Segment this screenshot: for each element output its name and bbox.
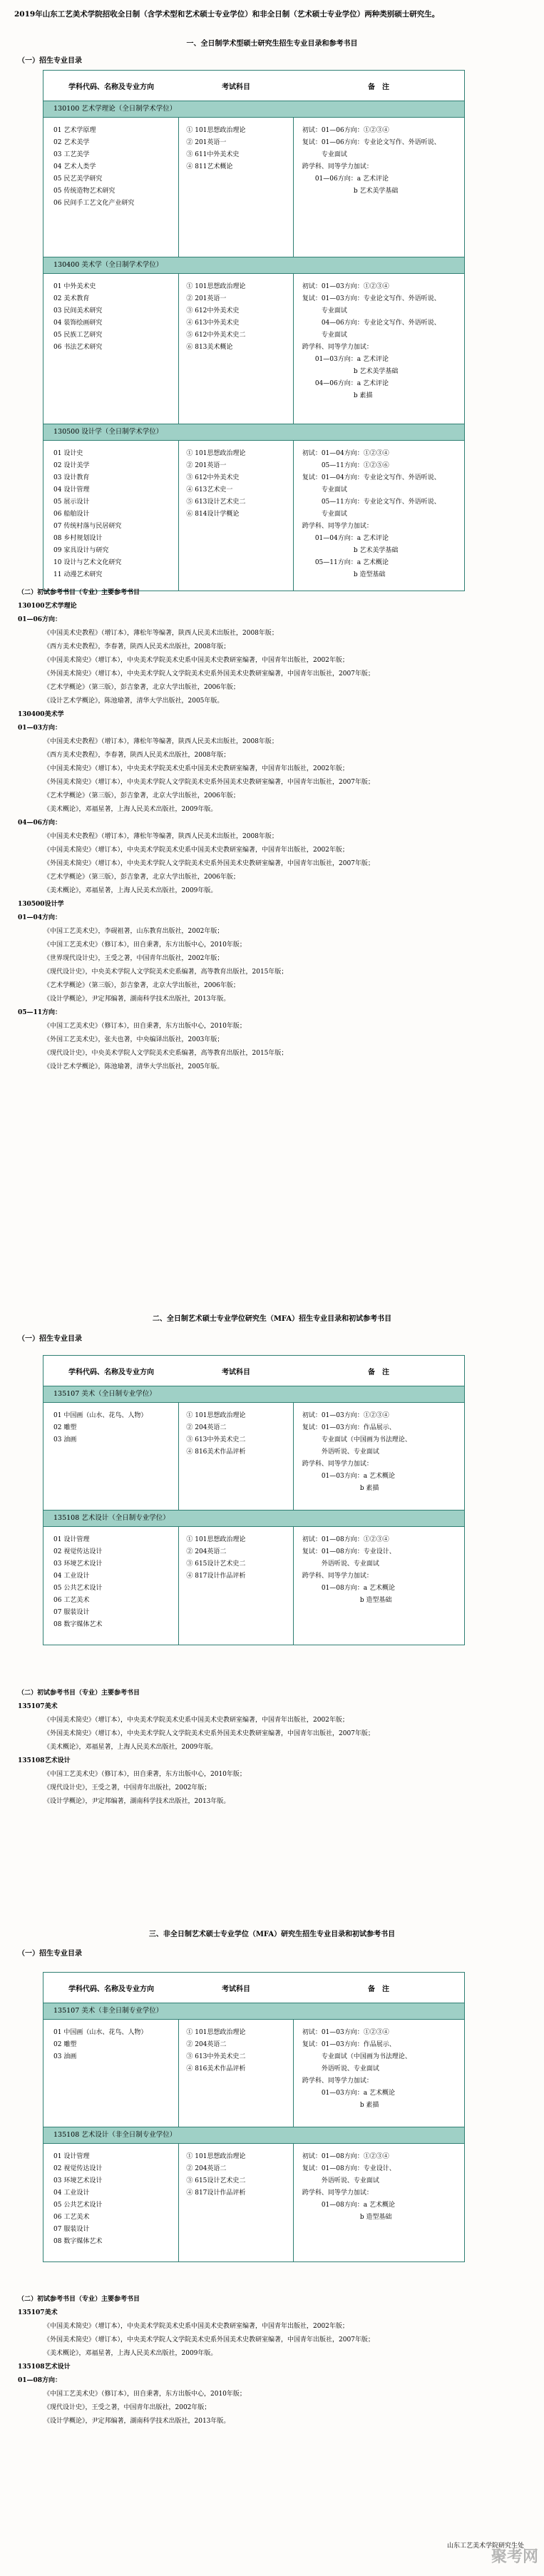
- program-body: [43, 1403, 464, 1510]
- section-2-bibliography: [18, 1687, 524, 1809]
- subject-item: ⑤ 612中外美术史二: [186, 332, 246, 339]
- direction-item: 11 动漫艺术研究: [53, 571, 103, 578]
- direction-item: 05 展示设计: [53, 499, 90, 506]
- reference-item: 《设计学概论》，尹定邦编著，湖南科学技术出版社，2013年版。: [43, 2418, 230, 2425]
- note-line: 外语听说、专业面试: [302, 2065, 379, 2072]
- section-2-title: 二、全日制艺术硕士专业学位研究生（MFA）招生专业目录和初试参考书目: [152, 1315, 392, 1323]
- subject-item: ② 201英语一: [186, 462, 227, 469]
- note-line: b 艺术美学基础: [302, 368, 399, 375]
- direction-item: 02 雕塑: [53, 1424, 77, 1431]
- note-line: 05—11方向：专业论文写作、外语听说、: [302, 499, 441, 506]
- direction-list: [43, 1403, 179, 1510]
- subject-list: [179, 2144, 293, 2261]
- note-line: 跨学科、同等学力加试：: [302, 1461, 373, 1468]
- note-line: 专业面试: [302, 486, 347, 494]
- direction-item: 01 艺术学原理: [53, 127, 96, 134]
- subject-list: [179, 118, 293, 257]
- note-line: 01—08方向：a 艺术概论: [302, 2202, 395, 2209]
- reference-item: 《中国美术史教程》（增订本），薄松年等编著，陕西人民美术出版社，2008年版；: [43, 833, 278, 840]
- reference-item: 《美术概论》，邓福星著，上海人民美术出版社，2009年版。: [43, 1744, 217, 1751]
- direction-item: 06 民间手工艺文化产业研究: [53, 200, 135, 207]
- reference-item: 《艺术学概论》（第三版），彭吉象著，北京大学出版社，2006年版；: [43, 982, 240, 989]
- direction-item: 06 工艺美术: [53, 2214, 90, 2221]
- subject-item: ① 101思想政治理论: [186, 1536, 246, 1543]
- bibliography-subject: 130500设计学: [18, 901, 64, 908]
- table-header-cell: 考试科目: [222, 1985, 250, 1993]
- direction-item: 06 工艺美术: [53, 1597, 90, 1604]
- direction-item: 04 艺术人类学: [53, 163, 96, 170]
- direction-item: 03 环境艺术设计: [53, 1560, 103, 1568]
- reference-item: 《中国工艺美术史》（修订本），田自秉著，东方出版中心，2010年版；: [43, 941, 246, 949]
- note-line: 外语听说、专业面试: [302, 1448, 379, 1456]
- direction-item: 06 书法艺术研究: [53, 344, 103, 351]
- note-line: 05—11方向：①②⑤⑥: [302, 462, 389, 469]
- note-line: 05—11方向：a 艺术概论: [302, 559, 389, 566]
- subject-item: ③ 612中外美术史: [186, 307, 240, 315]
- reference-item: 《中国美术简史》（增订本），中央美术学院美术史系中国美术史教研室编著，中国青年出版社，2002年版；: [43, 765, 349, 772]
- program-group: [43, 257, 464, 424]
- direction-list: [43, 118, 179, 257]
- table-header: [43, 71, 464, 101]
- subject-item: ④ 817设计作品评析: [186, 1573, 246, 1580]
- reference-item: 《设计艺术学概论》，陈池瑜著，清华大学出版社，2005年版。: [43, 697, 224, 705]
- bibliography-direction: 05—11方向：: [18, 1009, 62, 1016]
- table-header-cell: 考试科目: [222, 1368, 250, 1376]
- program-group: [43, 1511, 464, 1645]
- subject-item: ② 204英语二: [186, 2041, 227, 2048]
- reference-item: 《外国美术简史》（增订本），中央美术学院人文学院美术史系外国美术史教研室编著，中国青年出版社，2007年版；: [43, 670, 374, 678]
- subject-item: ① 101思想政治理论: [186, 2153, 246, 2160]
- subject-item: ① 101思想政治理论: [186, 2029, 246, 2036]
- subject-item: ④ 817设计作品评析: [186, 2189, 246, 2197]
- program-group: [43, 2127, 464, 2261]
- subject-list: [179, 274, 293, 424]
- note-line: b 素描: [302, 392, 373, 399]
- direction-item: 10 设计与艺术文化研究: [53, 559, 122, 566]
- direction-item: 04 工业设计: [53, 1573, 90, 1580]
- direction-item: 03 民间美术研究: [53, 307, 103, 315]
- note-line: 初试：01—04方向：①②③④: [302, 450, 389, 457]
- subject-item: ③ 611中外美术史: [186, 151, 240, 158]
- subject-item: ⑥ 814设计学概论: [186, 511, 240, 518]
- direction-item: 02 雕塑: [53, 2041, 77, 2048]
- note-line: 跨学科、同等学力加试：: [302, 163, 373, 170]
- subject-item: ⑤ 613设计艺术史二: [186, 499, 246, 506]
- notes-list: [294, 2144, 464, 2261]
- program-title: 135108 艺术设计（非全日制专业学位）: [43, 2127, 464, 2144]
- watermark: 聚考网: [491, 2548, 538, 2566]
- direction-item: 01 中国画（山水、花鸟、人物）: [53, 2029, 148, 2036]
- note-line: 复试：01—04方向：专业论文写作、外语听说、: [302, 474, 441, 481]
- reference-item: 《中国美术史教程》（增订本），薄松年等编著，陕西人民美术出版社，2008年版；: [43, 738, 278, 745]
- direction-item: 03 油画: [53, 1436, 77, 1443]
- subject-item: ② 204英语二: [186, 1424, 227, 1431]
- program-title: 130400 美术学（全日制学术学位）: [43, 257, 464, 274]
- bibliography-title: （二）初试参考书目（专业）主要参考书目: [18, 589, 140, 596]
- reference-item: 《外国美术简史》（增订本），中央美术学院人文学院美术史系外国美术史教研室编著，中国青年出版社，2007年版；: [43, 860, 374, 867]
- direction-item: 02 视觉传达设计: [53, 2165, 103, 2172]
- direction-item: 04 工业设计: [53, 2189, 90, 2197]
- table-header: [43, 1973, 464, 2003]
- note-line: 跨学科、同等学力加试：: [302, 1573, 373, 1580]
- direction-item: 05 民艺美学研究: [53, 175, 103, 183]
- section-3-table: [43, 1972, 465, 2262]
- direction-item: 07 服装设计: [53, 1609, 90, 1616]
- bibliography-direction: 01—03方向：: [18, 725, 62, 732]
- reference-item: 《现代设计史》，中央美术学院人文学院美术史系编著，高等教育出版社，2015年版；: [43, 968, 288, 976]
- note-line: 04—06方向：专业论文写作、外语听说、: [302, 320, 441, 327]
- note-line: b 素描: [302, 1485, 379, 1492]
- direction-item: 08 数字媒体艺术: [53, 2238, 103, 2245]
- note-line: 复试：01—03方向：专业论文写作、外语听说、: [302, 295, 441, 302]
- subject-item: ④ 613中外美术史: [186, 320, 240, 327]
- note-line: 外语听说、专业面试: [302, 2177, 379, 2184]
- program-group: [43, 424, 464, 591]
- direction-item: 05 民族工艺研究: [53, 332, 103, 339]
- subject-item: ① 101思想政治理论: [186, 1412, 246, 1419]
- direction-item: 04 装饰绘画研究: [53, 320, 103, 327]
- note-line: 01—06方向：a 艺术评论: [302, 175, 389, 183]
- reference-item: 《设计学概论》，尹定邦编著，湖南科学技术出版社，2013年版。: [43, 1798, 230, 1805]
- note-line: 跨学科、同等学力加试：: [302, 344, 373, 351]
- section-1-bibliography: [18, 586, 524, 1074]
- section-3-title: 三、非全日制艺术硕士专业学位（MFA）研究生招生专业目录和初试参考书目: [148, 1931, 396, 1938]
- reference-item: 《中国美术简史》（增订本），中央美术学院美术史系中国美术史教研室编著，中国青年出版社，2002年版；: [43, 847, 349, 854]
- subject-item: ③ 615设计艺术史二: [186, 2177, 246, 2184]
- notes-list: [294, 2020, 464, 2127]
- table-header-cell: 学科代码、名称及专业方向: [68, 83, 154, 91]
- subject-item: ① 101思想政治理论: [186, 450, 246, 457]
- direction-list: [43, 1527, 179, 1645]
- note-line: 专业面试: [302, 151, 347, 158]
- reference-item: 《现代设计史》，中央美术学院人文学院美术史系编著，高等教育出版社，2015年版；: [43, 1050, 288, 1057]
- reference-item: 《艺术学概论》（第三版），彭吉象著，北京大学出版社，2006年版；: [43, 874, 240, 881]
- direction-item: 08 数字媒体艺术: [53, 1621, 103, 1628]
- table-header-cell: 学科代码、名称及专业方向: [68, 1368, 154, 1376]
- intro-text: 2019年山东工艺美术学院招收全日制（含学术型和艺术硕士专业学位）和非全日制（艺术硕士专业学位）两种类别硕士研究生。: [14, 10, 440, 19]
- direction-item: 02 艺术美学: [53, 139, 90, 146]
- bibliography-direction: 04—06方向：: [18, 819, 62, 827]
- direction-item: 09 家具设计与研究: [53, 547, 109, 554]
- program-body: [43, 2144, 464, 2261]
- bibliography-subject: 130100艺术学理论: [18, 603, 77, 610]
- subject-list: [179, 1527, 293, 1645]
- note-line: 01—03方向：a 艺术概论: [302, 1473, 395, 1480]
- program-group: [43, 2003, 464, 2127]
- note-line: 外语听说、专业面试: [302, 1560, 379, 1568]
- subject-item: ② 201英语一: [186, 295, 227, 302]
- direction-list: [43, 2144, 179, 2261]
- note-line: 专业面试: [302, 307, 347, 315]
- subject-item: ② 204英语二: [186, 2165, 227, 2172]
- reference-item: 《中国美术简史》（增订本），中央美术学院美术史系中国美术史教研室编著，中国青年出版社，2002年版；: [43, 1717, 349, 1724]
- subject-item: ③ 613中外美术史二: [186, 1436, 246, 1443]
- table-header-cell: 备 注: [368, 1368, 389, 1376]
- reference-item: 《中国工艺美术史》，李砚祖著，山东教育出版社，2002年版；: [43, 928, 224, 935]
- note-line: 初试：01—03方向：①②③④: [302, 1412, 389, 1419]
- subject-item: ② 201英语一: [186, 139, 227, 146]
- reference-item: 《艺术学概论》（第三版），彭吉象著，北京大学出版社，2006年版；: [43, 684, 240, 691]
- program-body: [43, 1527, 464, 1645]
- reference-item: 《美术概论》，邓福星著，上海人民美术出版社，2009年版。: [43, 887, 217, 894]
- direction-item: 01 设计管理: [53, 1536, 90, 1543]
- program-body: [43, 441, 464, 591]
- program-body: [43, 118, 464, 257]
- bibliography-direction: 01—04方向：: [18, 914, 62, 921]
- note-line: 专业面试: [302, 511, 347, 518]
- direction-item: 01 中外美术史: [53, 283, 96, 290]
- note-line: 跨学科、同等学力加试：: [302, 523, 373, 530]
- subject-item: ③ 612中外美术史: [186, 474, 240, 481]
- section-2-catalog-title: （一）招生专业目录: [18, 1335, 82, 1343]
- table-header: [43, 1356, 464, 1386]
- notes-list: [294, 274, 464, 424]
- note-line: 专业面试（中国画为书法理论、: [302, 2053, 411, 2060]
- subject-list: [179, 1403, 293, 1510]
- subject-item: ③ 615设计艺术史二: [186, 1560, 246, 1568]
- reference-item: 《设计艺术学概论》，陈池瑜著，清华大学出版社，2005年版。: [43, 1063, 224, 1070]
- table-header-cell: 学科代码、名称及专业方向: [68, 1985, 154, 1993]
- direction-item: 03 油画: [53, 2053, 77, 2060]
- subject-item: ① 101思想政治理论: [186, 127, 246, 134]
- direction-item: 01 设计史: [53, 450, 83, 457]
- note-line: 专业面试（中国画为书法理论、: [302, 1436, 411, 1443]
- reference-item: 《西方美术史教程》，李春著，陕西人民美术出版社，2008年版；: [43, 643, 230, 650]
- footer-signature: 山东工艺美术学院研究生处: [446, 2542, 524, 2550]
- program-title: 135107 美术（全日制专业学位）: [43, 1386, 464, 1403]
- direction-item: 08 乡村规划设计: [53, 535, 103, 542]
- direction-item: 06 船舶设计: [53, 511, 90, 518]
- reference-item: 《现代设计史》，王受之著，中国青年出版社，2002年版；: [43, 2404, 211, 2411]
- note-line: 01—03方向：a 艺术评论: [302, 356, 389, 363]
- direction-list: [43, 274, 179, 424]
- direction-list: [43, 2020, 179, 2127]
- note-line: b 造型基础: [302, 2214, 392, 2221]
- bibliography-direction: 01—08方向：: [18, 2377, 62, 2384]
- subject-item: ③ 613中外美术史二: [186, 2053, 246, 2060]
- reference-item: 《外国工艺美术史》，张夫也著，中央编译出版社，2003年版；: [43, 1036, 224, 1043]
- direction-item: 01 中国画（山水、花鸟、人物）: [53, 1412, 148, 1419]
- note-line: b 素描: [302, 2102, 379, 2109]
- note-line: 初试：01—08方向：①②③④: [302, 1536, 389, 1543]
- bibliography-direction: 01—06方向：: [18, 616, 62, 623]
- reference-item: 《外国美术简史》（增订本），中央美术学院人文学院美术史系外国美术史教研室编著，中国青年出版社，2007年版；: [43, 779, 374, 786]
- bibliography-subject: 135107美术: [18, 2309, 58, 2316]
- note-line: 01—03方向：a 艺术概论: [302, 2090, 395, 2097]
- direction-item: 03 工艺美学: [53, 151, 90, 158]
- reference-item: 《外国美术简史》（增订本），中央美术学院人文学院美术史系外国美术史教研室编著，中国青年出版社，2007年版；: [43, 2336, 374, 2344]
- program-body: [43, 274, 464, 424]
- reference-item: 《世界现代设计史》，王受之著，中国青年出版社，2002年版；: [43, 955, 224, 962]
- direction-item: 05 传统造物艺术研究: [53, 188, 116, 195]
- reference-item: 《设计学概论》，尹定邦编著，湖南科学技术出版社，2013年版。: [43, 996, 230, 1003]
- section-2-table: [43, 1355, 465, 1645]
- reference-item: 《中国工艺美术史》（修订本），田自秉著，东方出版中心，2010年版；: [43, 2391, 246, 2398]
- reference-item: 《中国工艺美术史》（修订本），田自秉著，东方出版中心，2010年版；: [43, 1771, 246, 1778]
- subject-item: ④ 811艺术概论: [186, 163, 233, 170]
- program-title: 135108 艺术设计（全日制专业学位）: [43, 1511, 464, 1527]
- program-group: [43, 1386, 464, 1511]
- note-line: b 艺术美学基础: [302, 547, 399, 554]
- note-line: 初试：01—03方向：①②③④: [302, 2029, 389, 2036]
- subject-item: ④ 613艺术史一: [186, 486, 233, 494]
- direction-item: 05 公共艺术设计: [53, 2202, 103, 2209]
- table-header-cell: 考试科目: [222, 83, 250, 91]
- table-header-cell: 备 注: [368, 83, 389, 91]
- program-title: 130100 艺术学理论（全日制学术学位）: [43, 101, 464, 118]
- subject-list: [179, 441, 293, 591]
- reference-item: 《中国美术史教程》（增订本），薄松年等编著，陕西人民美术出版社，2008年版；: [43, 630, 278, 637]
- section-3-bibliography: [18, 2293, 524, 2428]
- note-line: 跨学科、同等学力加试：: [302, 2189, 373, 2197]
- note-line: 01—08方向：a 艺术概论: [302, 1585, 395, 1592]
- note-line: 初试：01—06方向：①②③④: [302, 127, 389, 134]
- section-1-title: 一、全日制学术型硕士研究生招生专业目录和参考书目: [186, 40, 358, 48]
- section-3-catalog-title: （一）招生专业目录: [18, 1950, 82, 1958]
- subject-item: ① 101思想政治理论: [186, 283, 246, 290]
- notes-list: [294, 1403, 464, 1510]
- note-line: b 造型基础: [302, 571, 386, 578]
- bibliography-subject: 135107美术: [18, 1703, 58, 1710]
- direction-item: 03 设计教育: [53, 474, 90, 481]
- subject-item: ④ 816美术作品评析: [186, 1448, 246, 1456]
- direction-item: 07 传统村落与民居研究: [53, 523, 122, 530]
- note-line: 专业面试: [302, 332, 347, 339]
- reference-item: 《艺术学概论》（第三版），彭吉象著，北京大学出版社，2006年版；: [43, 792, 240, 799]
- subject-item: ④ 816美术作品评析: [186, 2065, 246, 2072]
- note-line: b 造型基础: [302, 1597, 392, 1604]
- note-line: 复试：01—06方向：专业论文写作、外语听说、: [302, 139, 441, 146]
- reference-item: 《中国工艺美术史》（修订本），田自秉著，东方出版中心，2010年版；: [43, 1023, 246, 1030]
- note-line: 初试：01—08方向：①②③④: [302, 2153, 389, 2160]
- note-line: 复试：01—03方向：作品展示、: [302, 2041, 396, 2048]
- bibliography-title: （二）初试参考书目（专业）主要参考书目: [18, 1690, 140, 1697]
- program-title: 135107 美术（非全日制专业学位）: [43, 2003, 464, 2020]
- direction-item: 02 设计美学: [53, 462, 90, 469]
- bibliography-subject: 135108艺术设计: [18, 1757, 71, 1764]
- notes-list: [294, 441, 464, 591]
- direction-item: 02 美术教育: [53, 295, 90, 302]
- reference-item: 《现代设计史》，王受之著，中国青年出版社，2002年版；: [43, 1784, 211, 1792]
- note-line: 初试：01—03方向：①②③④: [302, 283, 389, 290]
- program-body: [43, 2020, 464, 2127]
- note-line: 复试：01—03方向：作品展示、: [302, 1424, 396, 1431]
- direction-item: 02 视觉传达设计: [53, 1548, 103, 1555]
- bibliography-title: （二）初试参考书目（专业）主要参考书目: [18, 2296, 140, 2303]
- subject-list: [179, 2020, 293, 2127]
- note-line: 04—06方向：a 艺术评论: [302, 380, 389, 387]
- direction-item: 01 设计管理: [53, 2153, 90, 2160]
- note-line: 复试：01—08方向：专业设计、: [302, 1548, 396, 1555]
- reference-item: 《中国美术简史》（增订本），中央美术学院美术史系中国美术史教研室编著，中国青年出版社，2002年版；: [43, 657, 349, 664]
- direction-list: [43, 441, 179, 591]
- notes-list: [294, 118, 464, 257]
- direction-item: 07 服装设计: [53, 2226, 90, 2233]
- notes-list: [294, 1527, 464, 1645]
- section-1-catalog-title: （一）招生专业目录: [18, 57, 82, 65]
- reference-item: 《西方美术史教程》，李春著，陕西人民美术出版社，2008年版；: [43, 752, 230, 759]
- direction-item: 03 环境艺术设计: [53, 2177, 103, 2184]
- subject-item: ② 204英语二: [186, 1548, 227, 1555]
- note-line: 跨学科、同等学力加试：: [302, 2077, 373, 2085]
- note-line: 01—04方向：a 艺术评论: [302, 535, 389, 542]
- note-line: 复试：01—08方向：专业设计、: [302, 2165, 396, 2172]
- program-title: 130500 设计学（全日制学术学位）: [43, 424, 464, 441]
- reference-item: 《外国美术简史》（增订本），中央美术学院人文学院美术史系外国美术史教研室编著，中国青年出版社，2007年版；: [43, 1730, 374, 1737]
- section-1-table: [43, 70, 465, 591]
- note-line: b 艺术美学基础: [302, 188, 399, 195]
- reference-item: 《美术概论》，邓福星著，上海人民美术出版社，2009年版。: [43, 2350, 217, 2357]
- reference-item: 《中国美术简史》（增订本），中央美术学院美术史系中国美术史教研室编著，中国青年出版社，2002年版；: [43, 2323, 349, 2330]
- direction-item: 04 设计管理: [53, 486, 90, 494]
- bibliography-subject: 135108艺术设计: [18, 2363, 71, 2371]
- reference-item: 《美术概论》，邓福星著，上海人民美术出版社，2009年版。: [43, 806, 217, 813]
- subject-item: ⑥ 813美术概论: [186, 344, 233, 351]
- bibliography-subject: 130400美术学: [18, 711, 64, 718]
- program-group: [43, 101, 464, 257]
- direction-item: 05 公共艺术设计: [53, 1585, 103, 1592]
- table-header-cell: 备 注: [368, 1985, 389, 1993]
